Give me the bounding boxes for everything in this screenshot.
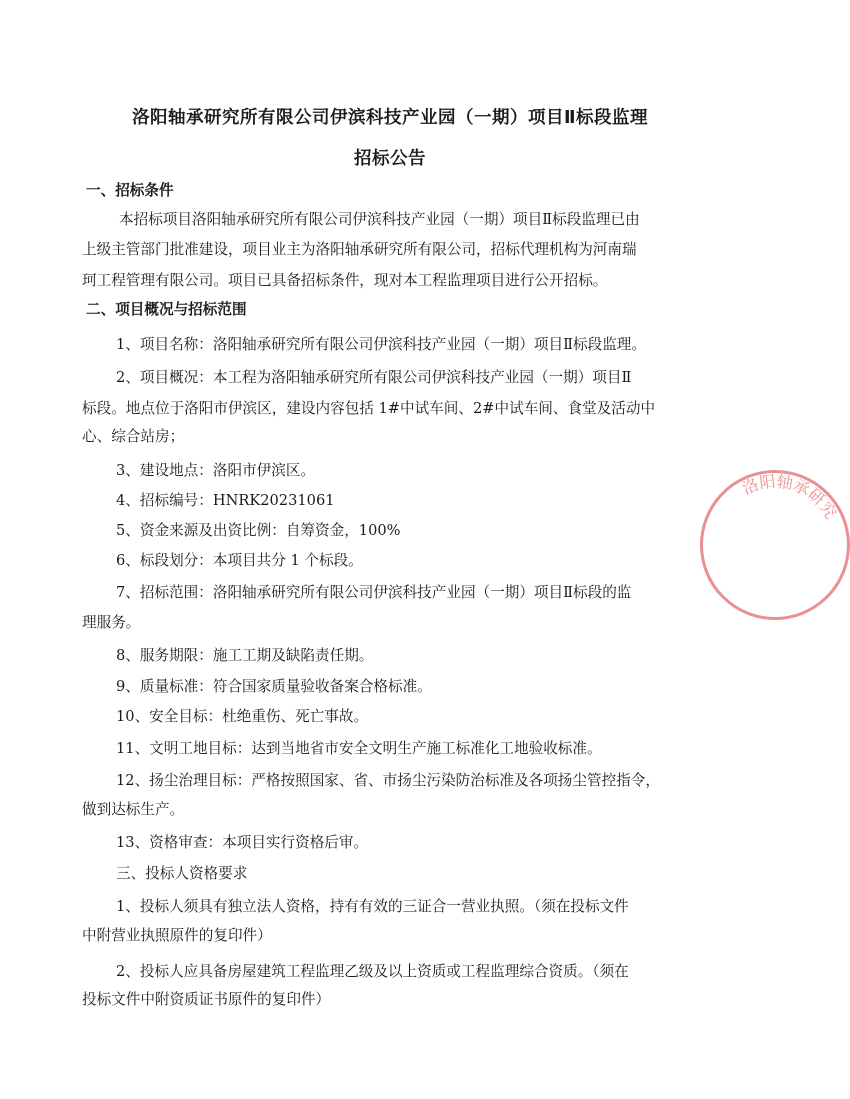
section2-item: 7、招标范围：洛阳轴承研究所有限公司伊滨科技产业园（一期）项目Ⅱ标段的监 — [116, 584, 632, 601]
section2-item: 12、扬尘治理目标：严格按照国家、省、市扬尘污染防治标准及各项扬尘管控指令， — [116, 772, 660, 789]
section2-item: 11、文明工地目标：达到当地省市安全文明生产施工标准化工地验收标准。 — [116, 740, 602, 757]
section2-item: 2、项目概况：本工程为洛阳轴承研究所有限公司伊滨科技产业园（一期）项目Ⅱ — [116, 369, 632, 386]
svg-text:洛阳轴承研究 — [739, 472, 840, 522]
section3-item: 投标文件中附资质证书原件的复印件） — [82, 991, 331, 1008]
section2-item: 标段。地点位于洛阳市伊滨区，建设内容包括 1#中试车间、2#中试车间、食堂及活动中 — [82, 400, 656, 417]
section2-heading: 二、项目概况与招标范围 — [86, 301, 247, 318]
section1-line: 上级主管部门批准建设，项目业主为洛阳轴承研究所有限公司，招标代理机构为河南瑞 — [82, 241, 637, 258]
section2-item: 10、安全目标：杜绝重伤、死亡事故。 — [116, 708, 369, 725]
section3-item: 2、投标人应具备房屋建筑工程监理乙级及以上资质或工程监理综合资质。（须在 — [116, 963, 629, 980]
section2-item: 6、标段划分：本项目共分 1 个标段。 — [116, 552, 363, 569]
section2-item: 9、质量标准：符合国家质量验收备案合格标准。 — [116, 678, 432, 695]
section3-heading: 三、投标人资格要求 — [116, 865, 248, 882]
section2-item: 理服务。 — [82, 614, 141, 631]
section1-line: 珂工程管理有限公司。项目已具备招标条件，现对本工程监理项目进行公开招标。 — [82, 272, 608, 289]
company-seal-stamp — [700, 470, 850, 620]
section2-item: 做到达标生产。 — [82, 801, 185, 818]
section2-item: 3、建设地点：洛阳市伊滨区。 — [116, 462, 316, 479]
seal-text-icon — [700, 470, 850, 620]
section2-item: 4、招标编号：HNRK20231061 — [116, 492, 335, 509]
section3-item: 1、投标人须具有独立法人资格，持有有效的三证合一营业执照。（须在投标文件 — [116, 898, 629, 915]
section1-heading: 一、招标条件 — [86, 182, 174, 199]
section3-item: 中附营业执照原件的复印件） — [82, 927, 272, 944]
document-title-line1: 洛阳轴承研究所有限公司伊滨科技产业园（一期）项目Ⅱ标段监理 — [131, 108, 649, 128]
section2-item: 8、服务期限：施工工期及缺陷责任期。 — [116, 647, 374, 664]
seal-text: 洛阳轴承研究 — [739, 471, 841, 522]
section2-item: 1、项目名称：洛阳轴承研究所有限公司伊滨科技产业园（一期）项目Ⅱ标段监理。 — [116, 336, 646, 353]
section2-item: 心、综合站房； — [82, 428, 185, 445]
section2-item: 13、资格审查：本项目实行资格后审。 — [116, 834, 369, 851]
document-title-line2: 招标公告 — [354, 149, 426, 169]
section2-item: 5、资金来源及出资比例：自筹资金，100% — [116, 522, 401, 539]
section1-line: 本招标项目洛阳轴承研究所有限公司伊滨科技产业园（一期）项目Ⅱ标段监理已由 — [119, 211, 640, 228]
